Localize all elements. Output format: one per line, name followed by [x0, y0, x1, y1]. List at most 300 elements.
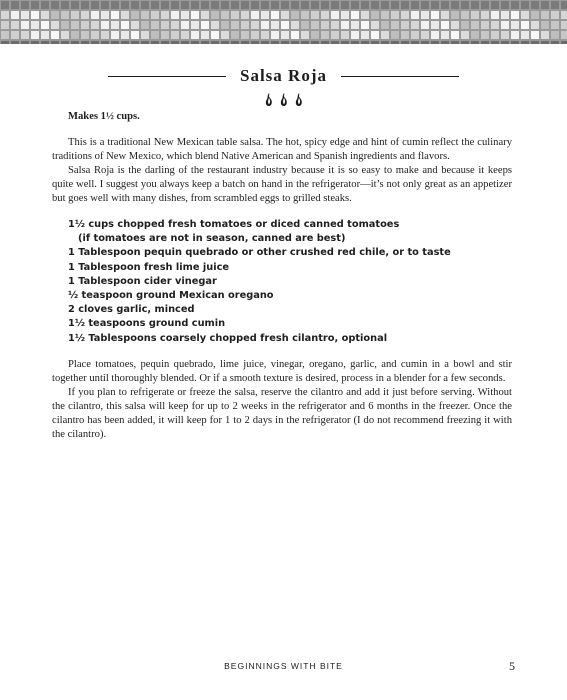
banner-tile	[290, 0, 300, 10]
banner-tile	[90, 30, 100, 40]
banner-tile	[380, 40, 390, 44]
banner-tile	[190, 20, 200, 30]
title-rule-left	[108, 76, 226, 77]
banner-tile	[340, 20, 350, 30]
banner-tile	[260, 0, 270, 10]
banner-tile	[270, 20, 280, 30]
banner-tile	[430, 30, 440, 40]
banner-tile	[80, 10, 90, 20]
banner-tile	[120, 40, 130, 44]
banner-tile	[180, 40, 190, 44]
banner-tile	[530, 10, 540, 20]
banner-tile	[250, 0, 260, 10]
banner-tile	[450, 0, 460, 10]
banner-tile	[350, 10, 360, 20]
banner-tile	[270, 0, 280, 10]
banner-tile	[510, 10, 520, 20]
banner-tile	[360, 0, 370, 10]
banner-tile	[500, 0, 510, 10]
banner-tile	[120, 20, 130, 30]
direction-paragraph: Place tomatoes, pequin quebrado, lime juice, vinegar, oregano, garlic, and cumin in a bowl and stir together until thoroughly blended. Or if a smooth texture is desired, process in a blender for a few seconds.	[52, 358, 512, 384]
banner-tile	[560, 40, 567, 44]
tile-banner	[0, 0, 567, 44]
banner-tile	[470, 0, 480, 10]
banner-tile	[240, 10, 250, 20]
banner-tile	[260, 30, 270, 40]
banner-tile	[280, 40, 290, 44]
banner-tile	[150, 0, 160, 10]
banner-tile	[190, 0, 200, 10]
banner-tile	[200, 0, 210, 10]
banner-tile	[390, 0, 400, 10]
banner-tile	[440, 40, 450, 44]
banner-tile	[250, 20, 260, 30]
banner-tile	[530, 40, 540, 44]
banner-tile	[250, 30, 260, 40]
banner-tile	[300, 30, 310, 40]
banner-tile	[210, 0, 220, 10]
banner-tile	[50, 30, 60, 40]
banner-tile	[400, 0, 410, 10]
ingredient-item: 1 Tablespoon cider vinegar	[68, 275, 217, 287]
banner-tile	[320, 40, 330, 44]
banner-tile	[40, 0, 50, 10]
banner-tile	[80, 20, 90, 30]
chile-pepper-icon	[293, 92, 305, 112]
banner-tile	[20, 30, 30, 40]
title-block	[0, 66, 567, 112]
banner-tile	[230, 20, 240, 30]
recipe-body	[52, 110, 512, 442]
banner-tile	[410, 20, 420, 30]
banner-tile	[80, 0, 90, 10]
banner-tile	[490, 20, 500, 30]
banner-tile	[390, 20, 400, 30]
banner-tile	[20, 40, 30, 44]
banner-tile	[60, 30, 70, 40]
banner-tile	[70, 20, 80, 30]
banner-tile	[40, 30, 50, 40]
banner-tile	[460, 40, 470, 44]
banner-tile	[530, 20, 540, 30]
chile-pepper-icon	[278, 92, 290, 112]
banner-tile	[260, 10, 270, 20]
banner-tile	[90, 10, 100, 20]
banner-tile	[380, 30, 390, 40]
banner-tile	[490, 30, 500, 40]
banner-tile	[360, 10, 370, 20]
banner-tile	[490, 0, 500, 10]
banner-tile	[550, 30, 560, 40]
banner-tile	[270, 30, 280, 40]
banner-tile	[470, 40, 480, 44]
banner-tile	[240, 40, 250, 44]
banner-tile	[440, 20, 450, 30]
banner-tile	[0, 20, 10, 30]
banner-tile	[120, 0, 130, 10]
banner-tile	[160, 20, 170, 30]
banner-tile	[430, 20, 440, 30]
banner-tile	[380, 0, 390, 10]
banner-tile	[410, 10, 420, 20]
banner-tile	[480, 30, 490, 40]
banner-tile	[420, 20, 430, 30]
banner-tile	[370, 10, 380, 20]
banner-tile	[320, 30, 330, 40]
banner-tile	[490, 10, 500, 20]
banner-tile	[480, 40, 490, 44]
banner-tile	[80, 30, 90, 40]
banner-tile	[400, 10, 410, 20]
banner-tile	[20, 0, 30, 10]
banner-tile	[370, 40, 380, 44]
banner-tile	[250, 10, 260, 20]
banner-tile	[360, 30, 370, 40]
banner-tile	[490, 40, 500, 44]
banner-tile	[390, 30, 400, 40]
banner-tile	[60, 10, 70, 20]
banner-tile	[480, 0, 490, 10]
banner-tile	[0, 40, 10, 44]
banner-tile	[440, 30, 450, 40]
banner-tile	[460, 10, 470, 20]
banner-tile	[550, 10, 560, 20]
banner-tile	[510, 30, 520, 40]
banner-tile	[350, 20, 360, 30]
banner-tile	[160, 30, 170, 40]
banner-tile	[160, 0, 170, 10]
banner-tile	[0, 10, 10, 20]
banner-tile	[540, 0, 550, 10]
banner-tile	[120, 10, 130, 20]
banner-tile	[160, 10, 170, 20]
banner-tile	[210, 30, 220, 40]
banner-tile	[220, 10, 230, 20]
banner-tile	[40, 40, 50, 44]
banner-tile	[220, 30, 230, 40]
banner-tile	[130, 40, 140, 44]
banner-tile	[460, 20, 470, 30]
banner-tile	[220, 40, 230, 44]
banner-tile	[540, 30, 550, 40]
banner-tile	[550, 20, 560, 30]
banner-tile	[450, 30, 460, 40]
banner-tile	[340, 0, 350, 10]
banner-tile	[380, 20, 390, 30]
banner-tile	[470, 10, 480, 20]
banner-tile	[130, 0, 140, 10]
banner-tile	[0, 0, 10, 10]
banner-tile	[240, 0, 250, 10]
ingredient-item: ½ teaspoon ground Mexican oregano	[68, 290, 274, 302]
banner-tile	[50, 40, 60, 44]
banner-tile	[540, 10, 550, 20]
banner-tile	[450, 10, 460, 20]
banner-tile	[340, 10, 350, 20]
banner-tile	[290, 40, 300, 44]
banner-tile	[500, 30, 510, 40]
banner-tile	[360, 20, 370, 30]
banner-tile	[300, 20, 310, 30]
banner-tile	[310, 0, 320, 10]
banner-tile	[230, 30, 240, 40]
banner-tile	[540, 40, 550, 44]
banner-tile	[560, 30, 567, 40]
banner-tile	[430, 40, 440, 44]
banner-tile	[70, 30, 80, 40]
banner-tile	[560, 10, 567, 20]
banner-tile	[110, 40, 120, 44]
banner-tile	[140, 10, 150, 20]
banner-tile	[240, 30, 250, 40]
banner-tile	[310, 10, 320, 20]
banner-tile	[200, 40, 210, 44]
banner-tile	[20, 10, 30, 20]
banner-tile	[190, 10, 200, 20]
banner-tile	[220, 20, 230, 30]
title-row	[0, 66, 567, 86]
banner-tile	[470, 20, 480, 30]
intro-paragraph: This is a traditional New Mexican table salsa. The hot, spicy edge and hint of cumin reflect the culinary traditions of New Mexico, which blend Native American and Spanish ingredients and flavors.	[52, 137, 512, 162]
ingredient-list	[68, 218, 512, 346]
banner-tile	[330, 40, 340, 44]
banner-tile	[70, 40, 80, 44]
banner-tile	[90, 0, 100, 10]
banner-tile	[60, 40, 70, 44]
banner-tile	[420, 10, 430, 20]
banner-tile	[30, 0, 40, 10]
banner-tile	[10, 40, 20, 44]
banner-tile	[180, 30, 190, 40]
banner-tile	[450, 20, 460, 30]
banner-tile	[330, 10, 340, 20]
banner-tile	[380, 10, 390, 20]
banner-tile	[280, 20, 290, 30]
ingredient-note: (if tomatoes are not in season, canned are best)	[78, 233, 346, 245]
banner-tile	[70, 0, 80, 10]
banner-tile	[180, 10, 190, 20]
banner-tile	[400, 30, 410, 40]
banner-tile	[460, 30, 470, 40]
banner-tile	[80, 40, 90, 44]
banner-tile	[420, 30, 430, 40]
banner-tile	[350, 30, 360, 40]
ingredient-item: 1½ Tablespoons coarsely chopped fresh cilantro, optional	[68, 332, 388, 344]
banner-tile	[510, 20, 520, 30]
banner-tile	[420, 0, 430, 10]
banner-tile	[320, 20, 330, 30]
banner-tile	[40, 10, 50, 20]
banner-tile	[200, 30, 210, 40]
banner-tile	[530, 30, 540, 40]
banner-tile	[300, 40, 310, 44]
banner-tile	[550, 0, 560, 10]
banner-tile	[200, 20, 210, 30]
ingredient-item: 2 cloves garlic, minced	[68, 304, 195, 316]
banner-tile	[240, 20, 250, 30]
banner-tile	[370, 20, 380, 30]
banner-tile	[540, 20, 550, 30]
banner-tile	[10, 20, 20, 30]
banner-tile	[100, 30, 110, 40]
banner-tile	[150, 10, 160, 20]
banner-tile	[0, 30, 10, 40]
banner-tile	[510, 0, 520, 10]
banner-tile	[510, 40, 520, 44]
direction-paragraph: If you plan to refrigerate or freeze the salsa, reserve the cilantro and add it just before serving. Without the cilantro, this salsa will keep for up to 2 weeks in the refrigerator and 6 months in the freezer. Once the cilantro has been added, it will keep for 1 to 2 days in the refrigerator (I do not recommend freezing it with the cilantro).	[52, 386, 512, 440]
banner-tile	[520, 10, 530, 20]
banner-tile	[440, 0, 450, 10]
banner-tile	[410, 40, 420, 44]
banner-tile	[410, 0, 420, 10]
banner-tile	[320, 10, 330, 20]
banner-tile	[430, 10, 440, 20]
banner-tile	[140, 0, 150, 10]
banner-tile	[480, 10, 490, 20]
banner-tile	[480, 20, 490, 30]
banner-tile	[50, 0, 60, 10]
banner-tile	[40, 20, 50, 30]
banner-tile	[420, 40, 430, 44]
banner-tile	[90, 40, 100, 44]
banner-tile	[520, 40, 530, 44]
banner-tile	[70, 10, 80, 20]
banner-tile	[170, 30, 180, 40]
banner-tile	[370, 0, 380, 10]
banner-tile	[110, 20, 120, 30]
banner-tile	[220, 0, 230, 10]
banner-tile	[230, 10, 240, 20]
banner-tile	[180, 0, 190, 10]
banner-tile	[390, 10, 400, 20]
banner-tile	[290, 30, 300, 40]
banner-tile	[530, 0, 540, 10]
banner-tile	[370, 30, 380, 40]
banner-tile	[520, 30, 530, 40]
banner-tile	[360, 40, 370, 44]
banner-tile	[160, 40, 170, 44]
banner-tile	[170, 0, 180, 10]
banner-tile	[320, 0, 330, 10]
banner-tile	[20, 20, 30, 30]
banner-tile	[410, 30, 420, 40]
banner-tile	[560, 0, 567, 10]
banner-tile	[470, 30, 480, 40]
banner-tile	[260, 40, 270, 44]
banner-tile	[450, 40, 460, 44]
banner-tile	[170, 20, 180, 30]
banner-tile	[140, 40, 150, 44]
banner-tile	[310, 20, 320, 30]
banner-tile	[440, 10, 450, 20]
ingredient-item: 1 Tablespoon pequin quebrado or other crushed red chile, or to taste	[68, 247, 451, 259]
banner-tile	[130, 30, 140, 40]
banner-tile	[330, 0, 340, 10]
ingredient-item: 1 Tablespoon fresh lime juice	[68, 261, 230, 273]
banner-tile	[10, 10, 20, 20]
banner-tile	[30, 20, 40, 30]
banner-tile	[50, 10, 60, 20]
banner-tile	[340, 40, 350, 44]
ingredient-item: 1½ cups chopped fresh tomatoes or diced canned tomatoes	[68, 219, 400, 230]
banner-tile	[190, 30, 200, 40]
banner-tile	[400, 20, 410, 30]
banner-tile	[230, 40, 240, 44]
banner-tile	[200, 10, 210, 20]
heat-rating	[0, 92, 567, 112]
banner-tile	[460, 0, 470, 10]
title-rule-right	[341, 76, 459, 77]
chile-pepper-icon	[263, 92, 275, 112]
tile-pattern	[0, 0, 567, 44]
banner-tile	[520, 20, 530, 30]
yield-text: Makes 1½ cups.	[68, 111, 140, 122]
banner-tile	[280, 30, 290, 40]
banner-tile	[280, 0, 290, 10]
banner-tile	[110, 30, 120, 40]
banner-tile	[100, 40, 110, 44]
section-label: BEGINNINGS WITH BITE	[224, 661, 343, 671]
banner-tile	[310, 40, 320, 44]
banner-tile	[550, 40, 560, 44]
banner-tile	[10, 30, 20, 40]
intro-paragraph: Salsa Roja is the darling of the restaurant industry because it is so easy to make and because it keeps quite well. I suggest you always keep a batch on hand in the refrigerator—it’s not only great as an appetizer but goes well with many dishes, from scrambled eggs to grilled steaks.	[52, 165, 512, 204]
banner-tile	[110, 10, 120, 20]
banner-tile	[10, 0, 20, 10]
banner-tile	[140, 20, 150, 30]
banner-tile	[300, 10, 310, 20]
banner-tile	[340, 30, 350, 40]
banner-tile	[120, 30, 130, 40]
banner-tile	[310, 30, 320, 40]
banner-tile	[500, 40, 510, 44]
banner-tile	[190, 40, 200, 44]
banner-tile	[150, 30, 160, 40]
banner-tile	[90, 20, 100, 30]
banner-tile	[520, 0, 530, 10]
banner-tile	[50, 20, 60, 30]
banner-tile	[300, 0, 310, 10]
banner-tile	[150, 40, 160, 44]
page-number: 5	[509, 659, 515, 673]
page-footer	[0, 659, 567, 675]
banner-tile	[170, 10, 180, 20]
banner-tile	[30, 30, 40, 40]
banner-tile	[30, 10, 40, 20]
page-title: Salsa Roja	[240, 66, 327, 85]
banner-tile	[130, 10, 140, 20]
banner-tile	[250, 40, 260, 44]
banner-tile	[350, 0, 360, 10]
banner-tile	[210, 40, 220, 44]
banner-tile	[170, 40, 180, 44]
banner-tile	[100, 10, 110, 20]
banner-tile	[560, 20, 567, 30]
banner-tile	[210, 20, 220, 30]
banner-tile	[150, 20, 160, 30]
banner-tile	[110, 0, 120, 10]
banner-tile	[330, 20, 340, 30]
banner-tile	[180, 20, 190, 30]
banner-tile	[290, 10, 300, 20]
banner-tile	[60, 20, 70, 30]
banner-tile	[260, 20, 270, 30]
banner-tile	[390, 40, 400, 44]
banner-tile	[330, 30, 340, 40]
banner-tile	[100, 20, 110, 30]
banner-tile	[230, 0, 240, 10]
banner-tile	[60, 0, 70, 10]
